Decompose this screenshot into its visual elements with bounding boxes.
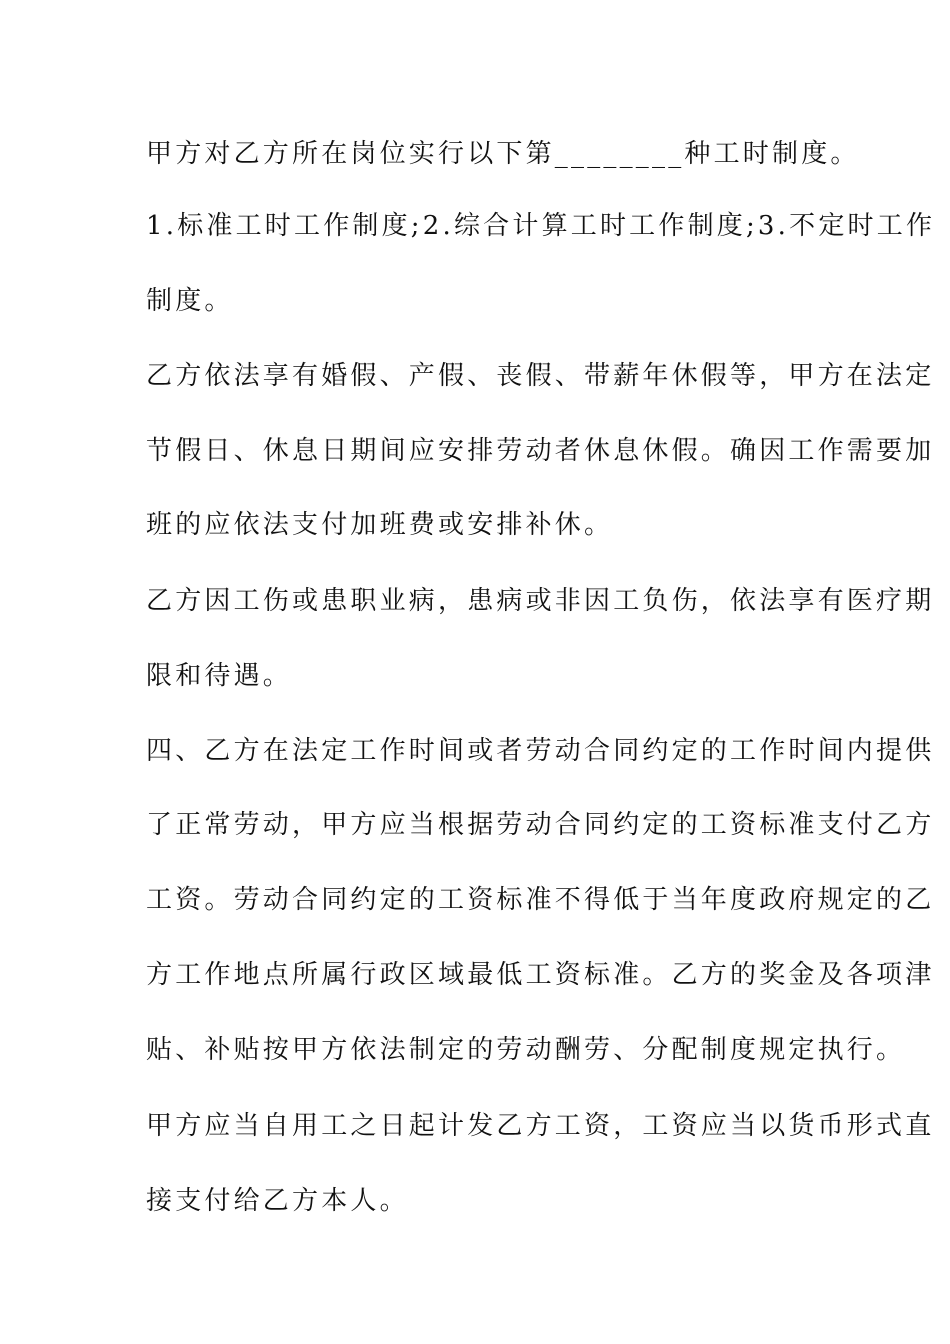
section-four-wages-cont: 了正常劳动，甲方应当根据劳动合同约定的工资标准支付乙方: [146, 810, 935, 840]
paragraph-hours-options-cont: 制度。: [146, 286, 234, 316]
paragraph-wage-payment-end: 接支付给乙方本人。: [146, 1186, 409, 1216]
paragraph-hours-options: 1.标准工时工作制度;2.综合计算工时工作制度;3.不定时工作: [146, 211, 936, 241]
paragraph-medical-period-cont: 限和待遇。: [146, 661, 293, 691]
paragraph-leave-rights-cont: 节假日、休息日期间应安排劳动者休息休假。确因工作需要加: [146, 436, 935, 466]
section-four-wages-end: 贴、补贴按甲方依法制定的劳动酬劳、分配制度规定执行。: [146, 1035, 906, 1065]
section-four-wages: 四、乙方在法定工作时间或者劳动合同约定的工作时间内提供: [146, 736, 935, 766]
section-four-wages-cont-3: 方工作地点所属行政区域最低工资标准。乙方的奖金及各项津: [146, 960, 935, 990]
paragraph-leave-rights-end: 班的应依法支付加班费或安排补休。: [146, 510, 614, 540]
paragraph-medical-period: 乙方因工伤或患职业病，患病或非因工负伤，依法享有医疗期: [146, 586, 935, 616]
paragraph-leave-rights: 乙方依法享有婚假、产假、丧假、带薪年休假等，甲方在法定: [146, 361, 935, 391]
paragraph-working-hours-system: 甲方对乙方所在岗位实行以下第________种工时制度。: [146, 139, 860, 169]
paragraph-wage-payment: 甲方应当自用工之日起计发乙方工资，工资应当以货币形式直: [146, 1111, 935, 1141]
section-four-wages-cont-2: 工资。劳动合同约定的工资标准不得低于当年度政府规定的乙: [146, 885, 935, 915]
